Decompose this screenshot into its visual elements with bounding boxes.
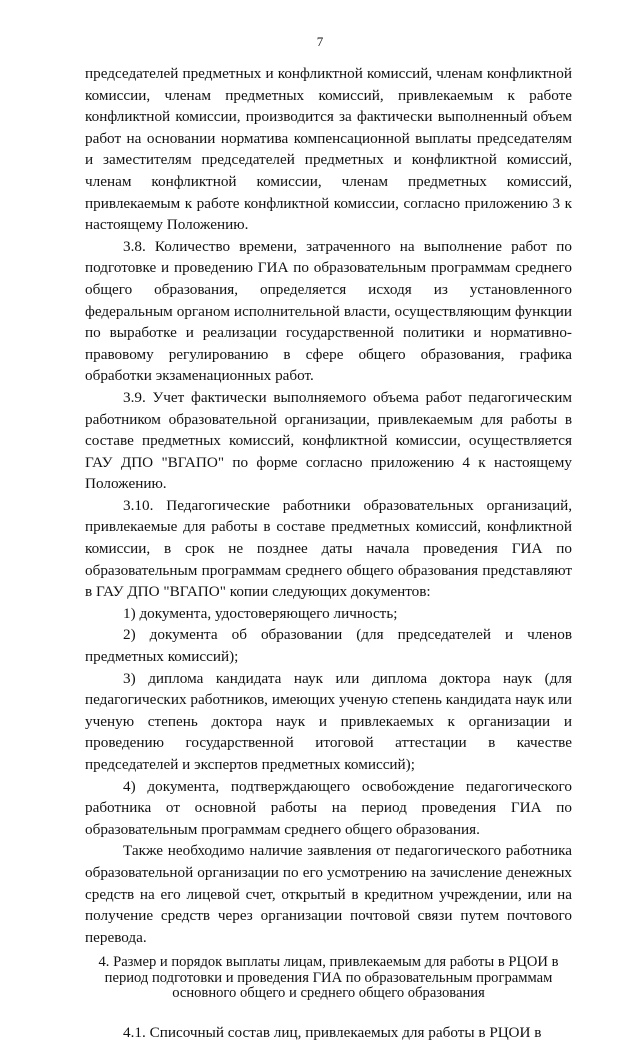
list-item-2: 2) документа об образовании (для председателей и членов предметных комиссий); (85, 626, 572, 666)
paragraph-3-9: 3.9. Учет фактически выполняемого объема работ педагогическим работником образовательной организации, привлекаемым для работы в составе предметных комиссий, конфликтной комиссии, осуществляется ГАУ ДПО "ВГАПО" по форме согласно приложению 4 к настоящему Положению. (85, 388, 572, 493)
page-number: 7 (316, 34, 324, 49)
list-item-4: 4) документа, подтверждающего освобождение педагогического работника от основной работы на период проведения ГИА по образовательным программам среднего общего образования. (85, 777, 572, 838)
document-body (85, 63, 572, 1043)
paragraph-3-10: 3.10. Педагогические работники образовательных организаций, привлекаемые для работы в составе предметных комиссий, конфликтной комиссии, в срок не позднее даты начала проведения ГИА по образовательным программам среднего общего образования представляют в ГАУ ДПО "ВГАПО" копии следующих документов: (85, 496, 572, 601)
paragraph-3-8: 3.8. Количество времени, затраченного на выполнение работ по подготовке и проведению ГИА по образовательным программам среднего общего образования, определяется исходя из установленного федеральным органом исполнительной власти, осуществляющим функции по выработке и реализации государственной политики и нормативно-правовому регулированию в сфере общего образования, графика обработки экзаменационных работ. (85, 237, 572, 385)
list-item-1: 1) документа, удостоверяющего личность; (123, 604, 398, 622)
list-item-3: 3) диплома кандидата наук или диплома доктора наук (для педагогических работников, имеющих ученую степень кандидата наук или ученую степень доктора наук и привлекаемых к организации и проведению государственной итоговой аттестации в качестве председателей и экспертов предметных комиссий); (85, 669, 572, 773)
paragraph-commission-payment: председателей предметных и конфликтной комиссий, членам конфликтной комиссии, членам предметных комиссий, привлекаемым к работе конфликтной комиссии, производится за фактически выполненный объем работ на основании норматива компенсационной выплаты председателям и заместителям председателей предметных и конфликтной комиссий, членам конфликтной комиссии, членам предметных комиссий, привлекаемым к работе конфликтной комиссии, согласно приложению 3 к настоящему Положению. (85, 65, 572, 234)
paragraph-application-note: Также необходимо наличие заявления от педагогического работника образовательной организации по его усмотрению на зачисление денежных средств на его лицевой счет, открытый в кредитном учреждении, или на получение средств через организации почтовой связи путем почтового перевода. (85, 842, 572, 946)
section-spacer (85, 1002, 572, 1022)
paragraph-4-1: 4.1. Списочный состав лиц, привлекаемых для работы в РЦОИ в (123, 1023, 542, 1041)
section-heading-4: 4. Размер и порядок выплаты лицам, привлекаемым для работы в РЦОИ в период подготовки и проведения ГИА по образовательным программам основного общего и среднего общего образования (98, 954, 559, 1002)
